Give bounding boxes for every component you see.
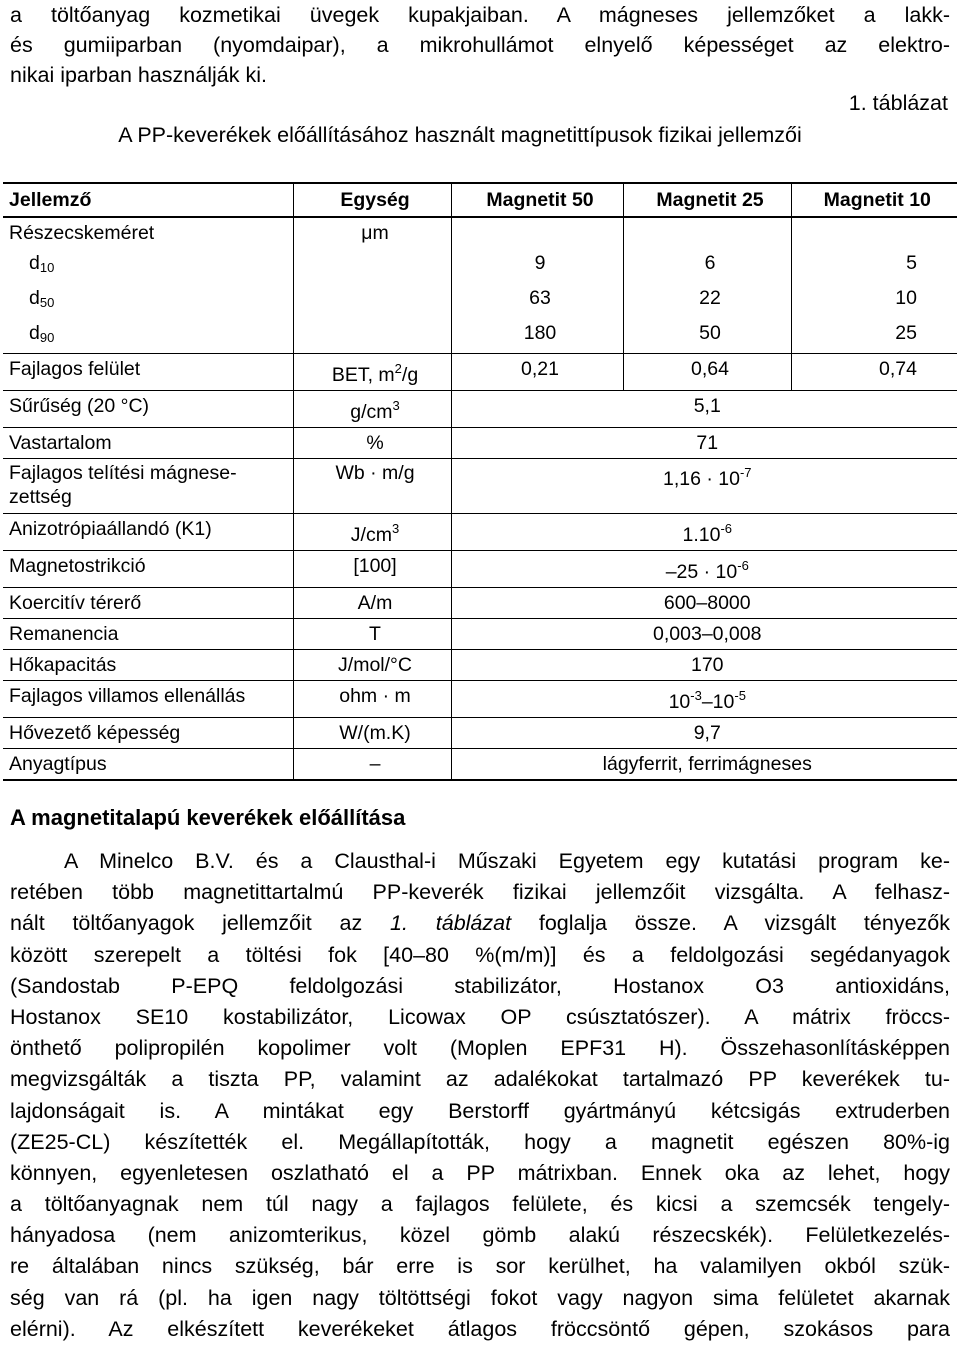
iron-unit: %	[293, 428, 451, 459]
paragraph-line: ség van rá (pl. ha igen nagy töltöttségi fokot vagy nagyon sima felületet akarnak	[10, 1285, 950, 1310]
paragraph-line: között szerepelt a töltési fok [40–80 %(m/m)] és a feldolgozási segédanyagok	[10, 942, 950, 967]
paragraph-line: re általában nincs szükség, bár erre is sor kerülhet, ha valamilyen okból szük-	[10, 1254, 950, 1279]
anisotropy-unit: $J/cm^3$	[293, 514, 451, 551]
paragraph-line: a töltőanyagnak nem túl nagy a fajlagos felülete, és kicsi a szemcsék tengely-	[10, 1192, 950, 1217]
d50-m25: 22	[623, 283, 791, 318]
intro-line-1: a töltőanyag kozmetikai üvegek kupakjaiban. A mágneses jellemzőket a lakk-	[10, 3, 950, 27]
resistivity-label: Fajlagos villamos ellenállás	[3, 681, 293, 718]
paragraph-line: hányadosa (nem anizomterikus, közel gömb alakú részecskék). Felületkezelés-	[10, 1223, 950, 1248]
paragraph-line-with-reference: nált töltőanyagok jellemzőit az 1. táblázat foglalja össze. A vizsgált tényezők	[10, 911, 950, 936]
d50-label: $d_{50}$	[29, 287, 55, 310]
saturation-value: $1,16 \cdot 10^{-7}$	[451, 459, 957, 514]
table-caption-title: A PP-keverékek előállításához használt magnetittípusok fizikai jellemzői	[118, 123, 802, 147]
conductivity-label: Hővezető képesség	[3, 718, 293, 749]
table-row	[3, 588, 957, 619]
paragraph-line: megvizsgálták a tiszta PP, valamint az adalékokat tartalmazó PP keverékek tu-	[10, 1067, 950, 1092]
d90-m10: 25	[791, 318, 957, 354]
body-paragraph	[10, 846, 950, 1345]
table-reference: 1. táblázat	[390, 911, 512, 936]
iron-label: Vastartalom	[3, 428, 293, 459]
table-row	[3, 681, 957, 718]
paragraph-line: elérni). Az elkészített keverékeket átlagos fröccsöntő gépen, szokásos para	[10, 1316, 950, 1341]
d10-m25: 6	[623, 248, 791, 283]
d90-m50: 180	[451, 318, 623, 354]
properties-table	[3, 182, 957, 781]
surface-unit: BET, $m^2/g$	[293, 354, 451, 391]
heat-capacity-label: Hőkapacitás	[3, 650, 293, 681]
intro-line-3: nikai iparban használják ki.	[10, 63, 267, 87]
header-magnetit-10: Magnetit 10	[791, 183, 957, 217]
table-caption-number: 1. táblázat	[848, 91, 948, 115]
anisotropy-value: $1.10^{-6}$	[451, 514, 957, 551]
table-row	[3, 217, 957, 248]
resistivity-unit: ohm · m	[293, 681, 451, 718]
remanence-value: 0,003–0,008	[451, 619, 957, 650]
header-magnetit-50: Magnetit 50	[451, 183, 623, 217]
table-header-row	[3, 183, 957, 217]
d50-m10: 10	[791, 283, 957, 318]
table-row	[3, 283, 957, 318]
remanence-unit: T	[293, 619, 451, 650]
table-row	[3, 718, 957, 749]
table-row	[3, 391, 957, 428]
d90-m25: 50	[623, 318, 791, 354]
coercivity-value: 600–8000	[451, 588, 957, 619]
coercivity-label: Koercitív térerő	[3, 588, 293, 619]
surface-m10: 0,74	[791, 354, 957, 391]
material-value: lágyferrit, ferrimágneses	[451, 749, 957, 781]
heat-capacity-value: 170	[451, 650, 957, 681]
material-label: Anyagtípus	[3, 749, 293, 781]
paragraph-line: önthető polipropilén kopolimer volt (Moplen EPF31 H). Összehasonlításképpen	[10, 1036, 950, 1061]
density-unit: $g/cm^3$	[293, 391, 451, 428]
d10-m10: 5	[791, 248, 957, 283]
d50-m50: 63	[451, 283, 623, 318]
paragraph-line: könnyen, egyenletesen oszlatható el a PP mátrixban. Ennek oka az lehet, hogy	[10, 1160, 950, 1185]
conductivity-unit: W/(m.K)	[293, 718, 451, 749]
saturation-label: Fajlagos telítési mágnese- zettség	[3, 459, 293, 514]
surface-m25: 0,64	[623, 354, 791, 391]
anisotropy-label: Anizotrópiaállandó (K1)	[3, 514, 293, 551]
paragraph-line: (Sandostab P-EPQ feldolgozási stabilizátor, Hostanox O3 antioxidáns,	[10, 973, 950, 998]
header-property: Jellemző	[3, 183, 293, 217]
material-unit: –	[293, 749, 451, 781]
table-row	[3, 459, 957, 514]
table-row	[3, 428, 957, 459]
d10-m50: 9	[451, 248, 623, 283]
magnetostriction-unit: [100]	[293, 551, 451, 588]
conductivity-value: 9,7	[451, 718, 957, 749]
table-row	[3, 551, 957, 588]
table-row	[3, 749, 957, 781]
paragraph-line: Hostanox SE10 kostabilizátor, Licowax OP csúsztatószer). A mátrix fröccs-	[10, 1004, 950, 1029]
coercivity-unit: A/m	[293, 588, 451, 619]
surface-label: Fajlagos felület	[3, 354, 293, 391]
table-row	[3, 650, 957, 681]
header-unit: Egység	[293, 183, 451, 217]
resistivity-value: $10^{-3}-10^{-5}$	[451, 681, 957, 718]
table-row	[3, 514, 957, 551]
surface-m50: 0,21	[451, 354, 623, 391]
paragraph-line: A Minelco B.V. és a Clausthal-i Műszaki Egyetem egy kutatási program ke-	[64, 849, 950, 873]
table-row	[3, 318, 957, 354]
density-label: Sűrűség (20 °C)	[3, 391, 293, 428]
density-value: 5,1	[451, 391, 957, 428]
d10-label: $d_{10}$	[29, 252, 55, 275]
section-heading: A magnetitalapú keverékek előállítása	[10, 805, 406, 830]
paragraph-line: lajdonságait is. A mintákat egy Berstorff gyártmányú kétcsigás extruderben	[10, 1098, 950, 1123]
paragraph-line: retében több magnetittartalmú PP-keverék fizikai jellemzőit vizsgálta. A felhasz-	[10, 880, 950, 905]
particle-size-label: Részecskeméret	[9, 222, 155, 244]
intro-line-2: és gumiiparban (nyomdaipar), a mikrohullámot elnyelő képességet az elektro-	[10, 33, 950, 57]
iron-value: 71	[451, 428, 957, 459]
table-row	[3, 619, 957, 650]
header-magnetit-25: Magnetit 25	[623, 183, 791, 217]
heat-capacity-unit: J/mol/°C	[293, 650, 451, 681]
magnetostriction-label: Magnetostrikció	[3, 551, 293, 588]
table-row	[3, 248, 957, 283]
remanence-label: Remanencia	[3, 619, 293, 650]
saturation-unit: Wb · m/g	[293, 459, 451, 514]
d90-label: $d_{90}$	[29, 322, 55, 345]
particle-size-unit: μm	[293, 217, 451, 248]
table-row	[3, 354, 957, 391]
paragraph-line: (ZE25-CL) készítették el. Megállapították, hogy a magnetit egészen 80%-ig	[10, 1129, 950, 1154]
magnetostriction-value: $-25 \cdot 10^{-6}$	[451, 551, 957, 588]
